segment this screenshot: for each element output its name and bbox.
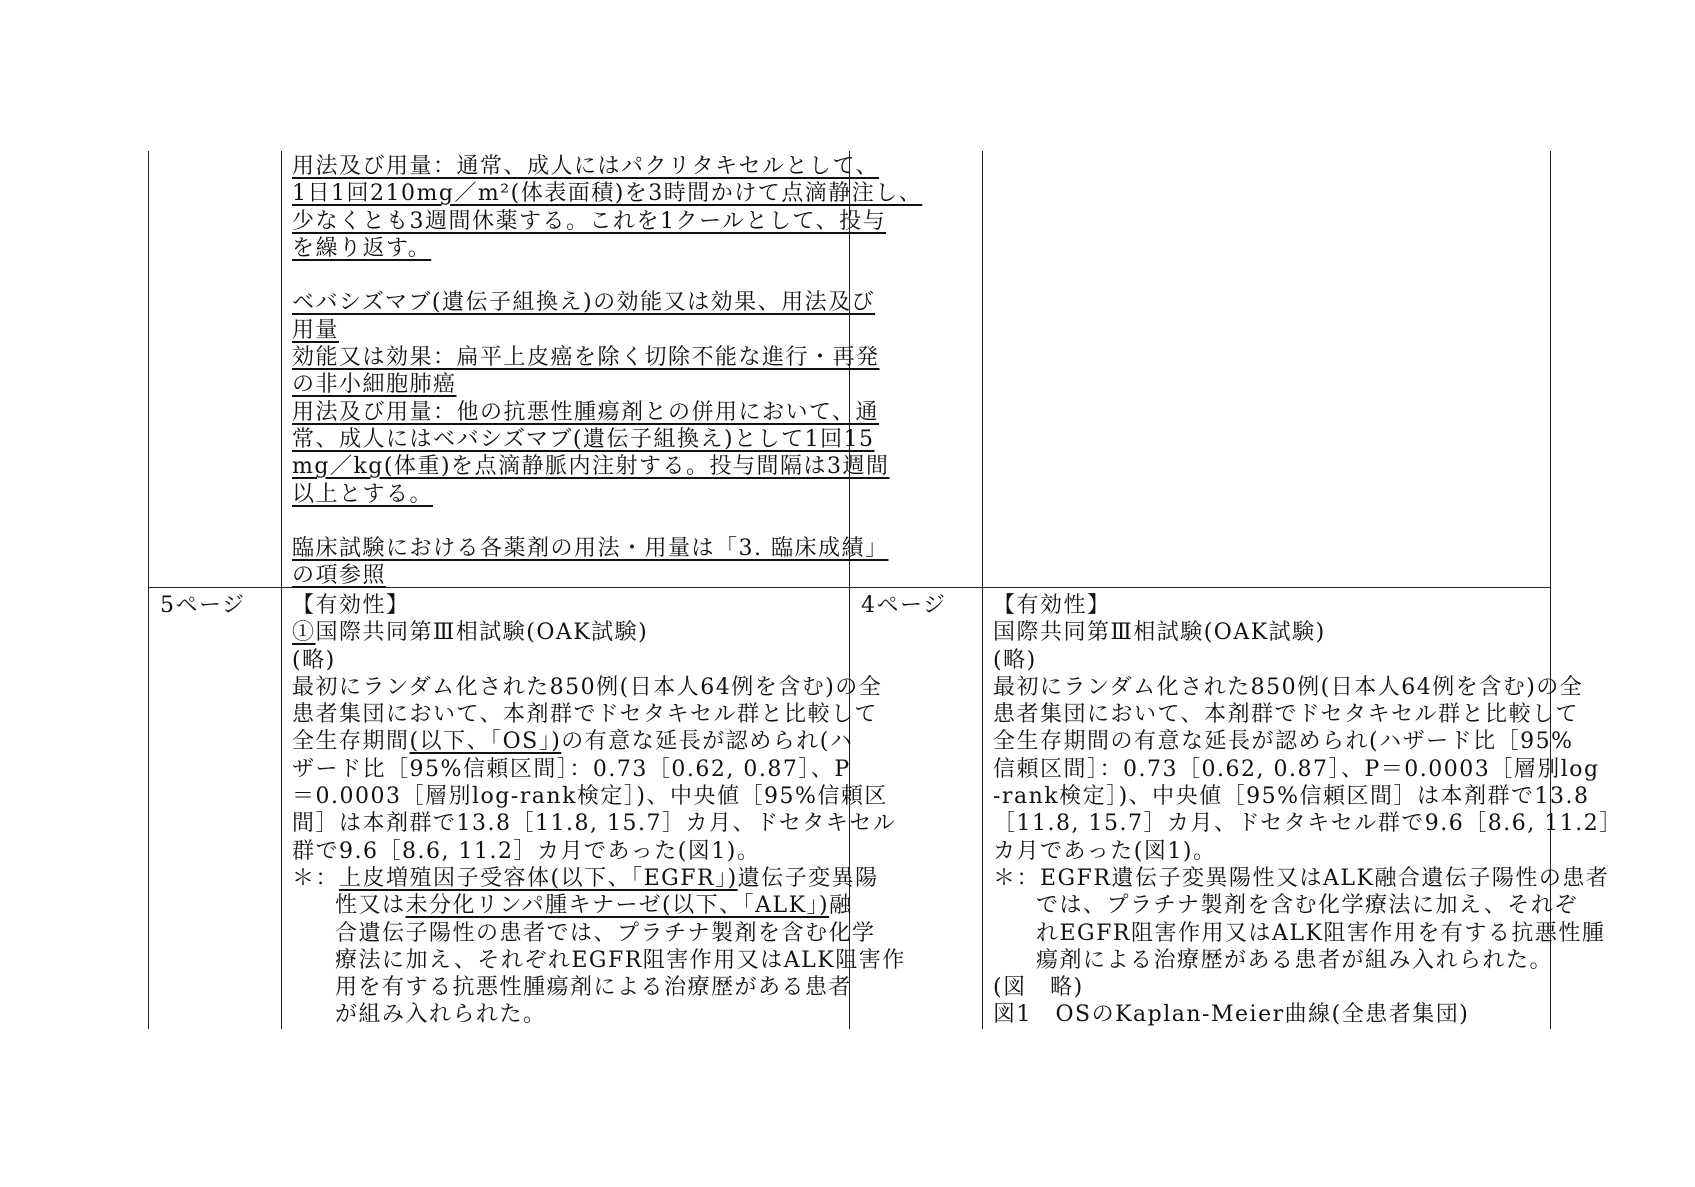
text-segment: 間］は本剤群で13.8［11.8, 15.7］カ月、ドセタキセル — [292, 811, 897, 837]
text-line — [292, 647, 842, 674]
underlined-text: を繰り返す。 — [292, 235, 432, 261]
text-line — [993, 728, 1574, 755]
text-segment: 患者集団において、本剤群でドセタキセル群と比較して — [993, 702, 1579, 728]
text-line — [292, 728, 854, 755]
text-line — [292, 920, 876, 947]
underlined-text: 効能又は効果：扁平上皮癌を除く切除不能な進行・再発 — [292, 345, 880, 371]
text-segment: れEGFR阻害作用又はALK阻害作用を有する抗悪性腫 — [1036, 920, 1606, 946]
text-line — [292, 674, 883, 701]
row1-new-text — [292, 153, 923, 590]
text-segment: 全生存期間 — [292, 729, 410, 755]
text-line — [993, 810, 1623, 837]
text-segment: ＝0.0003［層別log-rank検定］)、中央値［95%信頼区 — [292, 784, 888, 810]
text-segment: (図 略) — [993, 975, 1084, 1001]
text-segment: ［11.8, 15.7］カ月、ドセタキセル群で9.6［8.6, 11.2］ — [993, 811, 1623, 837]
text-line — [292, 399, 880, 426]
column-divider — [982, 151, 983, 1029]
text-line — [292, 453, 890, 480]
text-line — [292, 235, 842, 262]
underlined-text: 用法及び用量：通常、成人にはパクリタキセルとして、 — [292, 154, 880, 179]
underlined-text: 常、成人にはベバシズマブ(遺伝子組換え)として1回15 — [292, 426, 875, 452]
underlined-text: 1日1回210mg／m²(体表面積)を3時間かけて点滴静注し、 — [292, 181, 923, 207]
text-line — [292, 317, 842, 344]
text-line — [292, 426, 875, 453]
text-line — [993, 619, 1543, 646]
text-segment: カ月であった(図1)。 — [993, 838, 1217, 864]
text-segment: の有意な延長が認められ(ハ — [561, 729, 854, 755]
text-segment: ＊： — [292, 865, 340, 891]
text-segment: 最初にランダム化された850例(日本人64例を含む)の全 — [292, 674, 883, 700]
text-segment: ザード比［95%信頼区間］：0.73［0.62, 0.87］、P — [292, 756, 851, 782]
underlined-text: 用量 — [292, 317, 340, 343]
text-line — [993, 974, 1543, 1001]
underlined-text: (以下、「OS」) — [409, 729, 562, 755]
column-divider — [281, 151, 282, 1029]
text-line — [292, 974, 853, 1001]
underlined-text: 臨床試験における各薬剤の用法・用量は「3. 臨床成績」 — [292, 536, 889, 562]
text-line — [993, 647, 1543, 674]
text-segment: (略) — [292, 647, 336, 673]
text-segment: 性又は — [335, 893, 406, 919]
text-line — [292, 535, 889, 562]
text-line — [993, 674, 1584, 701]
text-segment: 国際共同第Ⅲ相試験(OAK試験) — [993, 620, 1326, 646]
underlined-text: 未分化リンパ腫キナーゼ(以下、「ALK」) — [405, 893, 830, 919]
underlined-text: の非小細胞肺癌 — [292, 372, 457, 398]
text-segment: が組み入れられた。 — [335, 1002, 547, 1028]
text-line — [292, 1001, 842, 1028]
text-line — [993, 1001, 1543, 1028]
text-line — [292, 810, 897, 837]
text-segment: -rank検定］)、中央値［95%信頼区間］は本剤群で13.8 — [993, 784, 1590, 810]
text-line — [993, 783, 1590, 810]
text-line — [292, 838, 842, 865]
text-segment: 最初にランダム化された850例(日本人64例を含む)の全 — [993, 674, 1584, 700]
row2-new-page-ref: 5ページ — [160, 593, 246, 618]
table-border — [148, 151, 149, 1029]
text-line — [292, 756, 851, 783]
text-line — [993, 756, 1600, 783]
text-line — [292, 153, 880, 180]
underlined-text: mg／kg(体重)を点滴静脈内注射する。投与間隔は3週間 — [292, 454, 890, 480]
text-line — [292, 865, 879, 892]
text-segment: 図1 OSのKaplan-Meier曲線(全患者集団) — [993, 1002, 1470, 1028]
text-line — [292, 481, 842, 508]
text-line — [993, 701, 1579, 728]
text-segment: 群で9.6［8.6, 11.2］カ月であった(図1)。 — [292, 838, 761, 864]
text-segment: 用を有する抗悪性腫瘍剤による治療歴がある患者 — [335, 975, 853, 1001]
text-segment: 国際共同第Ⅲ相試験(OAK試験) — [315, 620, 649, 646]
text-segment: 【有効性】 — [292, 593, 410, 618]
text-line — [292, 701, 878, 728]
text-segment: (略) — [993, 647, 1037, 673]
underlined-text: 以上とする。 — [292, 481, 434, 507]
text-line — [292, 562, 842, 589]
text-segment: 瘍剤による治療歴がある患者が組み入れられた。 — [1036, 947, 1554, 973]
underlined-text: ベバシズマブ(遺伝子組換え)の効能又は効果、用法及び — [292, 290, 876, 316]
text-segment: では、プラチナ製剤を含む化学療法に加え、それぞ — [1036, 893, 1578, 919]
text-segment: 【有効性】 — [993, 593, 1111, 618]
text-segment: ＊：EGFR遺伝子変異陽性又はALK融合遺伝子陽性の患者 — [993, 865, 1610, 891]
underlined-text: ① — [292, 620, 316, 646]
underlined-text: 上皮増殖因子受容体(以下、「EGFR」) — [339, 865, 738, 891]
text-line — [292, 208, 887, 235]
text-line — [292, 371, 842, 398]
text-line — [292, 508, 842, 535]
row2-old-text — [993, 592, 1623, 1029]
underlined-text: 少なくとも3週間休薬する。これを1クールとして、投与 — [292, 208, 887, 234]
text-line — [292, 180, 923, 207]
text-line — [993, 892, 1578, 919]
text-line — [993, 838, 1543, 865]
text-line — [993, 920, 1606, 947]
text-line — [292, 289, 876, 316]
text-segment: 全生存期間の有意な延長が認められ(ハザード比［95% — [993, 729, 1574, 755]
text-line — [993, 865, 1610, 892]
text-line — [292, 344, 880, 371]
underlined-text: の項参照 — [292, 563, 387, 589]
text-line — [292, 892, 853, 919]
text-segment: 融 — [829, 893, 853, 919]
text-line — [292, 262, 842, 289]
text-line — [292, 592, 842, 619]
underlined-text: 用法及び用量：他の抗悪性腫瘍剤との併用において、通 — [292, 399, 880, 425]
text-segment: 合遺伝子陽性の患者では、プラチナ製剤を含む化学 — [335, 920, 876, 946]
text-line — [292, 783, 888, 810]
text-segment: 患者集団において、本剤群でドセタキセル群と比較して — [292, 702, 878, 728]
comparison-table — [148, 151, 1623, 1029]
text-line — [292, 947, 906, 974]
text-line — [993, 592, 1543, 619]
text-segment: 遺伝子変異陽 — [737, 865, 879, 891]
row2-old-page-ref: 4ページ — [861, 593, 947, 618]
text-line — [993, 947, 1554, 974]
text-segment: 療法に加え、それぞれEGFR阻害作用又はALK阻害作 — [335, 947, 906, 973]
text-segment: 信頼区間］：0.73［0.62, 0.87］、P＝0.0003［層別log — [993, 756, 1600, 782]
text-line — [292, 619, 842, 646]
